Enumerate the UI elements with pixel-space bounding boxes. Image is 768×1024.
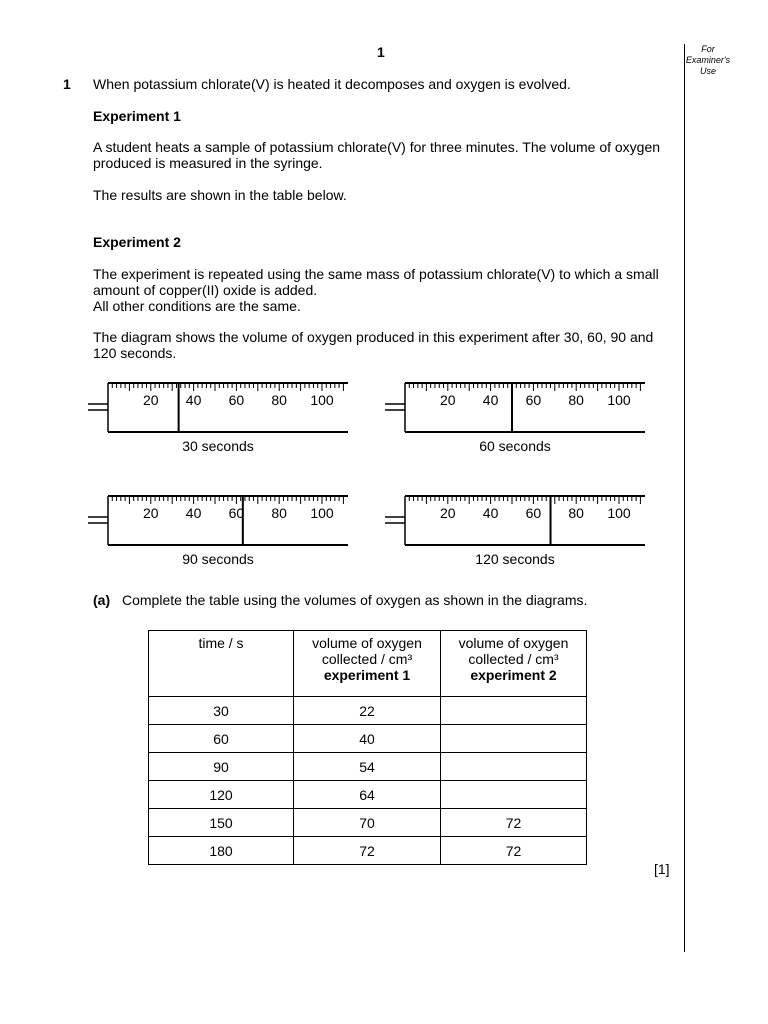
table-row	[149, 697, 587, 725]
header-experiment-label: experiment 2	[470, 667, 557, 683]
header-experiment-label: experiment 1	[323, 667, 411, 683]
diagram-description: The diagram shows the volume of oxygen produced in this experiment after 30, 60, 90 and 120 seconds.	[93, 329, 654, 361]
exp2-cell[interactable]	[441, 753, 587, 781]
time-cell: 90	[149, 753, 294, 781]
syringe-diagram-60s	[385, 382, 655, 462]
part-a-instruction: Complete the table using the volumes of oxygen as shown in the diagrams.	[122, 592, 588, 608]
scale-label: 60	[228, 505, 245, 521]
scale-label: 100	[310, 392, 334, 408]
experiment-2-heading: Experiment 2	[93, 234, 181, 250]
results-table	[148, 630, 587, 865]
exp2-cell[interactable]	[441, 781, 587, 809]
header-line: collected / cm³	[468, 651, 559, 667]
header-line: volume of oxygen	[458, 635, 569, 651]
syringe-svg	[88, 495, 358, 551]
scale-label: 20	[143, 392, 159, 408]
table-row	[149, 809, 587, 837]
header-exp2	[441, 631, 587, 697]
scale-label: 80	[568, 392, 584, 408]
part-a-label: (a)	[93, 592, 111, 608]
table-row	[149, 837, 587, 865]
experiment-1-results-text: The results are shown in the table below.	[93, 187, 347, 203]
table-row	[149, 781, 587, 809]
scale-label: 40	[482, 505, 499, 521]
question-intro: When potassium chlorate(V) is heated it decomposes and oxygen is evolved.	[93, 76, 571, 92]
exp1-cell: 70	[294, 809, 441, 837]
syringe-caption: 60 seconds	[479, 438, 551, 454]
header-exp1	[294, 631, 441, 697]
syringe-diagram-30s	[88, 382, 358, 462]
syringe-svg	[385, 495, 655, 551]
question-number: 1	[63, 76, 71, 92]
experiment-1-text: A student heats a sample of potassium chlorate(V) for three minutes. The volume of oxygen produced is measured in the syringe.	[93, 139, 661, 171]
exp1-cell: 72	[294, 837, 441, 865]
scale-label: 40	[185, 505, 202, 521]
scale-label: 80	[271, 392, 287, 408]
scale-label: 60	[228, 392, 245, 408]
experiment-2-conditions: All other conditions are the same.	[93, 298, 301, 314]
scale-label: 40	[482, 392, 499, 408]
exp1-cell: 54	[294, 753, 441, 781]
experiment-2-text: The experiment is repeated using the same mass of potassium chlorate(V) to which a small amount of copper(II) oxide is added.	[93, 266, 659, 298]
syringe-svg	[385, 382, 655, 438]
exp1-cell: 64	[294, 781, 441, 809]
scale-label: 100	[607, 505, 631, 521]
exp2-cell: 72	[441, 837, 587, 865]
table-header-row	[149, 631, 587, 697]
syringe-caption: 30 seconds	[182, 438, 254, 454]
time-cell: 120	[149, 781, 294, 809]
header-time	[149, 631, 294, 697]
page-number: 1	[377, 44, 385, 60]
scale-label: 20	[440, 392, 456, 408]
examiner-note-line: Use	[699, 66, 716, 76]
exp2-cell[interactable]	[441, 725, 587, 753]
time-cell: 60	[149, 725, 294, 753]
scale-label: 20	[440, 505, 456, 521]
exp1-cell: 22	[294, 697, 441, 725]
exp2-cell[interactable]	[441, 697, 587, 725]
syringe-svg	[88, 382, 358, 438]
exp2-cell: 72	[441, 809, 587, 837]
examiner-use-note	[680, 44, 736, 77]
examiner-note-line: For	[701, 44, 715, 54]
examiner-margin-line	[684, 44, 685, 952]
time-cell: 180	[149, 837, 294, 865]
table-row	[149, 753, 587, 781]
scale-label: 80	[271, 505, 287, 521]
scale-label: 80	[568, 505, 584, 521]
mark-allocation: [1]	[654, 861, 670, 877]
exp1-cell: 40	[294, 725, 441, 753]
scale-label: 60	[525, 505, 542, 521]
syringe-caption: 120 seconds	[475, 551, 555, 567]
time-cell: 150	[149, 809, 294, 837]
syringe-diagram-90s	[88, 495, 358, 575]
syringe-diagram-120s	[385, 495, 655, 575]
header-line: time / s	[198, 635, 244, 651]
scale-label: 100	[310, 505, 334, 521]
scale-label: 40	[185, 392, 202, 408]
scale-label: 60	[525, 392, 542, 408]
scale-label: 20	[143, 505, 159, 521]
header-line: collected / cm³	[321, 651, 413, 667]
syringe-caption: 90 seconds	[182, 551, 254, 567]
time-cell: 30	[149, 697, 294, 725]
header-line: volume of oxygen	[312, 635, 422, 651]
table-row	[149, 725, 587, 753]
experiment-1-heading: Experiment 1	[93, 108, 181, 124]
examiner-note-line: Examiner's	[685, 55, 731, 65]
scale-label: 100	[607, 392, 631, 408]
